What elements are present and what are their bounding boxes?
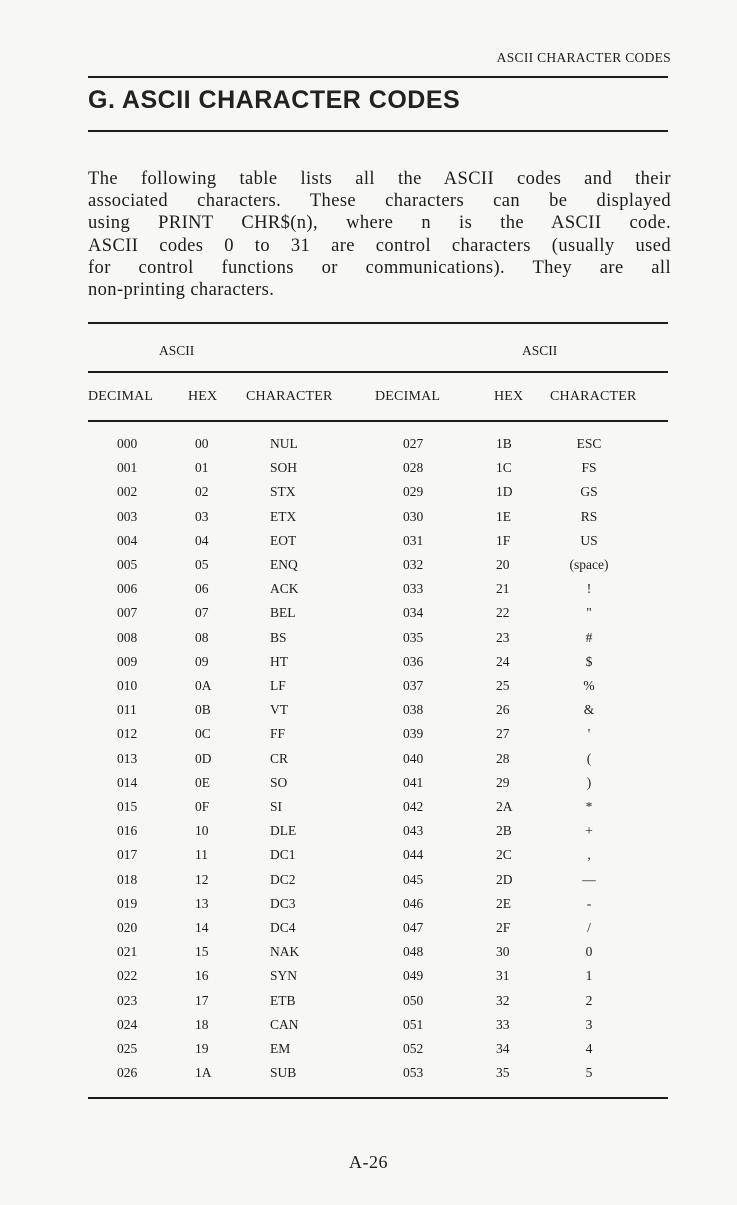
decimal-cell: 032 <box>403 557 424 573</box>
hex-cell: 1B <box>496 436 512 451</box>
hex-cell: 14 <box>195 920 209 936</box>
hex-cell: 2D <box>496 871 513 887</box>
hex-cell: 33 <box>496 1016 510 1032</box>
decimal-cell: 051 <box>403 1016 424 1032</box>
character-cell: HT <box>270 653 288 669</box>
table-row <box>88 480 668 504</box>
running-head: ASCII CHARACTER CODES <box>496 50 671 65</box>
character-cell <box>561 1013 668 1037</box>
character-value: 4 <box>585 1041 593 1057</box>
character-cell: CAN <box>270 1016 299 1032</box>
decimal-cell: 023 <box>117 992 138 1008</box>
decimal-cell: 013 <box>117 750 138 766</box>
table-row <box>88 432 668 456</box>
page-number: A-26 <box>349 1152 388 1172</box>
table-row <box>88 940 668 964</box>
character-cell <box>561 432 668 456</box>
intro-line: non-printing characters. <box>88 280 275 301</box>
column-header-decimal: DECIMAL <box>88 389 154 404</box>
decimal-cell: 037 <box>403 678 424 694</box>
table-row <box>88 771 668 795</box>
character-value: , <box>587 847 591 863</box>
character-value: 0 <box>585 944 593 960</box>
character-cell <box>561 892 668 916</box>
table-row <box>88 722 668 746</box>
decimal-cell: 029 <box>403 484 424 500</box>
hex-cell: 02 <box>195 484 209 500</box>
decimal-cell: 019 <box>117 895 138 911</box>
hex-cell: 0D <box>195 750 212 766</box>
character-cell <box>561 577 668 601</box>
ascii-table <box>88 432 668 1085</box>
hex-cell: 26 <box>496 702 510 718</box>
character-cell: DC3 <box>270 895 296 911</box>
character-cell: BEL <box>270 605 296 621</box>
intro-paragraph <box>88 168 671 301</box>
hex-cell: 35 <box>496 1065 510 1081</box>
character-cell: SYN <box>270 968 298 984</box>
hex-cell: 13 <box>195 895 209 911</box>
table-row <box>88 916 668 940</box>
decimal-cell: 001 <box>117 460 138 476</box>
hex-cell: 1D <box>496 484 513 500</box>
hex-cell: 20 <box>496 557 510 573</box>
hex-cell: 09 <box>195 653 209 669</box>
table-row <box>88 626 668 650</box>
hex-cell: 0C <box>195 726 211 742</box>
table-row <box>88 505 668 529</box>
character-cell: BS <box>270 629 287 645</box>
column-header-hex: HEX <box>494 389 524 404</box>
decimal-cell: 044 <box>403 847 424 863</box>
character-cell <box>561 989 668 1013</box>
table-row <box>88 892 668 916</box>
hex-cell: 15 <box>195 944 209 960</box>
table-row <box>88 601 668 625</box>
character-value: US <box>580 532 598 548</box>
decimal-cell: 006 <box>117 581 138 597</box>
decimal-cell: 035 <box>403 629 424 645</box>
character-value: RS <box>580 508 598 524</box>
table-row <box>88 553 668 577</box>
character-cell: FF <box>270 726 286 742</box>
character-value: 2 <box>585 992 593 1008</box>
hex-cell: 2F <box>496 920 511 936</box>
intro-line: The following table lists all the ASCII codes and their <box>88 169 671 189</box>
table-row <box>88 747 668 771</box>
hex-cell: 0E <box>195 774 210 790</box>
character-cell <box>561 795 668 819</box>
hex-cell: 2B <box>496 823 512 839</box>
character-value: & <box>583 702 595 718</box>
character-value: " <box>586 605 592 621</box>
decimal-cell: 039 <box>403 726 424 742</box>
group-header-right: ASCII <box>522 343 558 358</box>
hex-cell: 10 <box>195 823 209 839</box>
column-header-character: CHARACTER <box>246 389 333 404</box>
character-value: ESC <box>576 436 602 451</box>
decimal-cell: 030 <box>403 508 424 524</box>
character-value: ( <box>586 750 592 766</box>
decimal-cell: 012 <box>117 726 138 742</box>
character-value: % <box>583 678 595 694</box>
character-cell: EOT <box>270 532 297 548</box>
decimal-cell: 031 <box>403 532 424 548</box>
group-header-rule <box>88 371 668 373</box>
table-row <box>88 989 668 1013</box>
table-row <box>88 577 668 601</box>
character-cell: EM <box>270 1041 291 1057</box>
table-row <box>88 1013 668 1037</box>
character-cell <box>561 529 668 553</box>
hex-cell: 24 <box>496 653 510 669</box>
decimal-cell: 036 <box>403 653 424 669</box>
decimal-cell: 003 <box>117 508 138 524</box>
decimal-cell: 009 <box>117 653 138 669</box>
decimal-cell: 015 <box>117 799 138 815</box>
character-cell: SOH <box>270 460 298 476</box>
character-cell <box>561 650 668 674</box>
hex-cell: 01 <box>195 460 209 476</box>
character-cell: SO <box>270 774 288 790</box>
hex-cell: 31 <box>496 968 510 984</box>
character-cell <box>561 553 668 577</box>
character-cell: DC2 <box>270 871 296 887</box>
hex-cell: 1A <box>195 1065 212 1081</box>
character-cell: SUB <box>270 1065 297 1081</box>
decimal-cell: 050 <box>403 992 424 1008</box>
decimal-cell: 024 <box>117 1016 138 1032</box>
character-value: # <box>585 629 593 645</box>
group-header-left: ASCII <box>159 343 195 358</box>
decimal-cell: 018 <box>117 871 138 887</box>
table-row <box>88 1037 668 1061</box>
character-cell <box>561 843 668 867</box>
table-row <box>88 868 668 892</box>
table-top-rule <box>88 322 668 324</box>
character-cell: SI <box>270 799 283 815</box>
table-row <box>88 795 668 819</box>
decimal-cell: 002 <box>117 484 138 500</box>
hex-cell: 21 <box>496 581 510 597</box>
decimal-cell: 016 <box>117 823 138 839</box>
intro-line: for control functions or communications). They are all <box>88 257 671 278</box>
character-cell <box>561 456 668 480</box>
character-value: ' <box>587 726 591 742</box>
decimal-cell: 011 <box>117 702 137 718</box>
character-value: ! <box>586 581 592 597</box>
hex-cell: 23 <box>496 629 510 645</box>
decimal-cell: 046 <box>403 895 424 911</box>
hex-cell: 18 <box>195 1016 209 1032</box>
hex-cell: 1F <box>496 532 511 548</box>
character-cell: LF <box>270 678 286 694</box>
decimal-cell: 040 <box>403 750 424 766</box>
table-row <box>88 964 668 988</box>
character-value: + <box>585 823 593 839</box>
character-cell <box>561 480 668 504</box>
decimal-cell: 014 <box>117 774 138 790</box>
character-value: * <box>585 799 593 815</box>
decimal-cell: 025 <box>117 1041 138 1057</box>
decimal-cell: 005 <box>117 557 138 573</box>
character-cell: DC1 <box>270 847 296 863</box>
character-cell <box>561 626 668 650</box>
table-row <box>88 843 668 867</box>
hex-cell: 19 <box>195 1041 209 1057</box>
hex-cell: 16 <box>195 968 209 984</box>
decimal-cell: 022 <box>117 968 138 984</box>
character-cell: NAK <box>270 944 300 960</box>
decimal-cell: 038 <box>403 702 424 718</box>
decimal-cell: 033 <box>403 581 424 597</box>
character-cell <box>561 916 668 940</box>
character-value: 3 <box>585 1016 593 1032</box>
intro-line: using PRINT CHR$(n), where n is the ASCII code. <box>88 213 671 234</box>
hex-cell: 2C <box>496 847 512 863</box>
decimal-cell: 017 <box>117 847 138 863</box>
hex-cell: 0B <box>195 702 211 718</box>
hex-cell: 28 <box>496 750 510 766</box>
column-header-character: CHARACTER <box>550 389 637 404</box>
character-value: ) <box>586 774 592 790</box>
character-cell: NUL <box>270 436 298 451</box>
table-row <box>88 456 668 480</box>
character-cell <box>561 747 668 771</box>
character-value: GS <box>580 484 598 500</box>
character-cell <box>561 964 668 988</box>
decimal-cell: 045 <box>403 871 424 887</box>
decimal-cell: 007 <box>117 605 138 621</box>
hex-cell: 1E <box>496 508 511 524</box>
decimal-cell: 020 <box>117 920 138 936</box>
decimal-cell: 008 <box>117 629 138 645</box>
hex-cell: 1C <box>496 460 512 476</box>
hex-cell: 06 <box>195 581 209 597</box>
character-value: $ <box>585 653 593 669</box>
character-cell <box>561 1061 668 1085</box>
decimal-cell: 021 <box>117 944 138 960</box>
intro-line: ASCII codes 0 to 31 are control characters (usually used <box>88 235 671 256</box>
character-cell <box>561 601 668 625</box>
hex-cell: 0F <box>195 799 210 815</box>
hex-cell: 08 <box>195 629 209 645</box>
hex-cell: 25 <box>496 678 510 694</box>
table-row <box>88 529 668 553</box>
character-value: — <box>582 871 596 887</box>
character-cell: ETB <box>270 992 296 1008</box>
section-title: G. ASCII CHARACTER CODES <box>88 86 461 114</box>
character-cell: DLE <box>270 823 297 839</box>
hex-cell: 27 <box>496 726 510 742</box>
column-header-hex: HEX <box>188 389 218 404</box>
character-cell <box>561 722 668 746</box>
character-value: FS <box>581 460 597 476</box>
character-cell <box>561 1037 668 1061</box>
character-cell <box>561 505 668 529</box>
character-cell <box>561 868 668 892</box>
character-cell <box>561 771 668 795</box>
hex-cell: 17 <box>195 992 209 1008</box>
character-cell: ENQ <box>270 557 298 573</box>
character-value: (space) <box>569 557 609 573</box>
table-row <box>88 674 668 698</box>
table-row <box>88 698 668 722</box>
decimal-cell: 034 <box>403 605 424 621</box>
character-cell <box>561 819 668 843</box>
hex-cell: 34 <box>496 1041 510 1057</box>
decimal-cell: 048 <box>403 944 424 960</box>
hex-cell: 2E <box>496 895 511 911</box>
character-cell <box>561 940 668 964</box>
decimal-cell: 042 <box>403 799 424 815</box>
hex-cell: 07 <box>195 605 209 621</box>
hex-cell: 05 <box>195 557 209 573</box>
hex-cell: 29 <box>496 774 510 790</box>
table-row <box>88 1061 668 1085</box>
hex-cell: 22 <box>496 605 510 621</box>
hex-cell: 2A <box>496 799 513 815</box>
hex-cell: 04 <box>195 532 209 548</box>
intro-line: associated characters. These characters can be displayed <box>88 191 671 212</box>
table-row <box>88 650 668 674</box>
character-value: / <box>587 920 591 936</box>
title-bottom-rule <box>88 130 668 132</box>
decimal-cell: 049 <box>403 968 424 984</box>
decimal-cell: 027 <box>403 436 424 451</box>
column-header-decimal: DECIMAL <box>375 389 441 404</box>
column-header-rule <box>88 420 668 422</box>
decimal-cell: 026 <box>117 1065 138 1081</box>
character-cell: VT <box>270 702 288 718</box>
table-bottom-rule <box>88 1097 668 1099</box>
character-cell <box>561 674 668 698</box>
decimal-cell: 053 <box>403 1065 424 1081</box>
character-value: 1 <box>585 968 593 984</box>
title-top-rule <box>88 76 668 78</box>
character-cell <box>561 698 668 722</box>
hex-cell: 30 <box>496 944 510 960</box>
character-value: - <box>586 895 592 911</box>
decimal-cell: 010 <box>117 678 138 694</box>
table-row <box>88 819 668 843</box>
character-value: 5 <box>585 1065 593 1081</box>
character-cell: CR <box>270 750 289 766</box>
decimal-cell: 000 <box>117 436 138 451</box>
character-cell: STX <box>270 484 296 500</box>
decimal-cell: 028 <box>403 460 424 476</box>
hex-cell: 32 <box>496 992 510 1008</box>
decimal-cell: 052 <box>403 1041 424 1057</box>
character-cell: DC4 <box>270 920 296 936</box>
decimal-cell: 047 <box>403 920 424 936</box>
hex-cell: 12 <box>195 871 209 887</box>
decimal-cell: 041 <box>403 774 424 790</box>
hex-cell: 11 <box>195 847 208 863</box>
character-cell: ETX <box>270 508 297 524</box>
hex-cell: 00 <box>195 436 209 451</box>
decimal-cell: 043 <box>403 823 424 839</box>
hex-cell: 0A <box>195 678 212 694</box>
decimal-cell: 004 <box>117 532 138 548</box>
character-cell: ACK <box>270 581 299 597</box>
hex-cell: 03 <box>195 508 209 524</box>
